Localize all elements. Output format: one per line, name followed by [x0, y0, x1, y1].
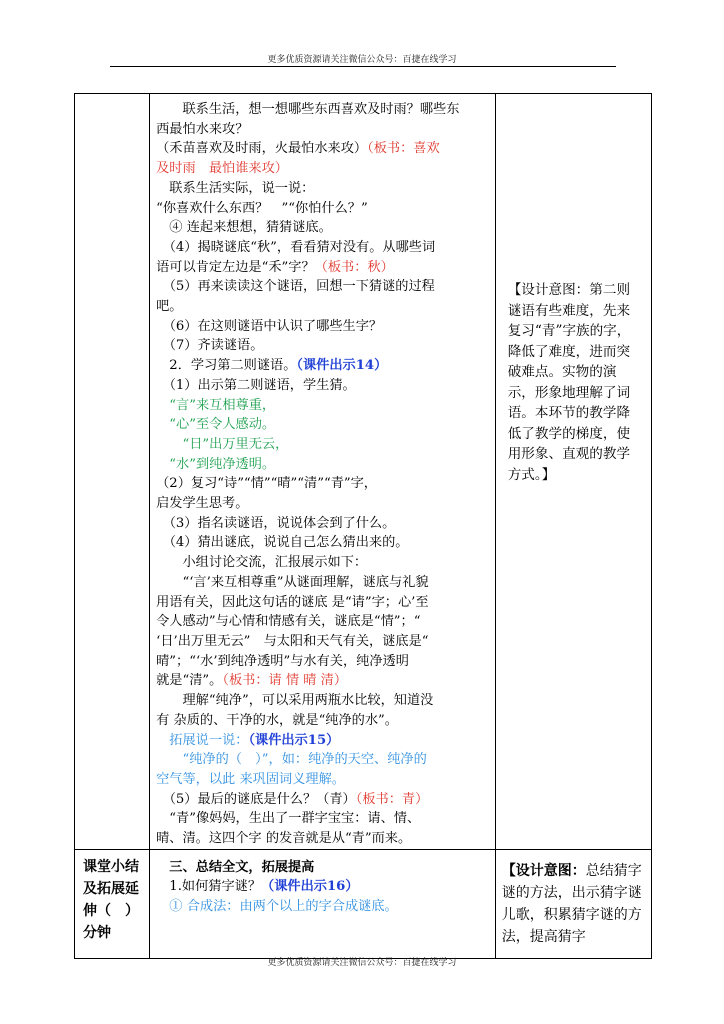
text-line [150, 750, 495, 770]
text-line [150, 258, 495, 278]
text-line [150, 897, 495, 917]
page-header: 更多优质资源请关注微信公众号：百捷在线学习 [267, 55, 457, 65]
text-segment: 小组讨论交流，汇报展示如下： [156, 555, 368, 571]
text-line [150, 553, 495, 573]
stage-label-cell [75, 849, 150, 958]
text-segment: “言”来互相尊重， [156, 397, 276, 413]
text-segment: 晴、清。这四个字 的发音就是从“青”而来。 [156, 831, 412, 847]
text-segment: “纯净的（ ）”，如：纯净的天空、纯净的 [156, 752, 427, 768]
text-line [150, 829, 495, 849]
text-line [150, 435, 495, 455]
text-segment: 语可以肯定左边是“禾”字？ [156, 259, 315, 275]
text-line [150, 691, 495, 711]
note-body: 总结猜字谜的方法，出示猜字谜儿歌，积累猜字谜的方法，提高猜字 [501, 862, 642, 945]
text-segment: ④ 连起来想想，猜猜谜底。 [156, 220, 332, 236]
text-line [150, 179, 495, 199]
page-footer: 更多优质资源请关注微信公众号：百捷在线学习 [267, 958, 457, 968]
text-segment: 理解“纯净”，可以采用两瓶水比较，知道没 [156, 693, 434, 709]
text-line [150, 218, 495, 238]
text-segment: “青”像妈妈，生出了一群字宝宝：请、情、 [156, 811, 421, 827]
text-line [150, 809, 495, 829]
text-segment: （6）在这则谜语中认识了哪些生字？ [156, 318, 383, 334]
text-segment: “你喜欢什么东西？ ”“你怕什么？” [156, 200, 368, 216]
text-segment: （3）指名读谜语，说说体会到了什么。 [156, 515, 396, 531]
summary-process-text [150, 858, 495, 917]
text-line [150, 858, 495, 878]
text-line [150, 100, 495, 120]
text-segment: 有 杂质的、干净的水，就是“纯净的水”。 [156, 712, 398, 728]
text-segment: （板书：青） [355, 791, 429, 807]
text-segment: 就是“清”。 [156, 673, 223, 689]
header-rule [110, 66, 616, 67]
text-segment: ‘日’出万里无云” 与太阳和天气有关，谜底是“ [156, 633, 429, 649]
text-line [150, 770, 495, 790]
design-note: 【设计意图：第二则谜语有些难度，先来复习“青”字族的字，降低了难度，进而突破难点。实物的演示，形象地理解了词语。本环节的教学降低了教学的梯度，使用形象、直观的教学方式。】 [507, 282, 631, 483]
text-line [150, 356, 495, 376]
text-line [150, 593, 495, 613]
text-line [150, 396, 495, 416]
text-segment: （板书：请 情 晴 清） [222, 673, 348, 689]
lesson-table [74, 93, 652, 959]
text-line [150, 455, 495, 475]
text-segment: 联系生活实际，说一说： [156, 180, 315, 196]
text-line [150, 652, 495, 672]
design-note-cell [495, 94, 651, 850]
summary-note-cell [495, 849, 651, 958]
text-segment: “‘言’来互相尊重”从谜面理解，谜底与礼貌 [156, 574, 429, 590]
text-line [150, 711, 495, 731]
teaching-process-text [150, 100, 495, 849]
text-segment: （1）出示第二则谜语，学生猜。 [156, 377, 356, 393]
text-segment: （5）最后的谜底是什么？（青） [156, 791, 356, 807]
text-line [150, 120, 495, 140]
text-segment: （5）再来读读这个谜语，回想一下猜谜的过程 [156, 279, 435, 295]
text-line [150, 277, 495, 297]
text-line [150, 514, 495, 534]
summary-process-cell [150, 849, 496, 958]
text-line [150, 731, 495, 751]
text-segment: 联系生活，想一想哪些东西喜欢及时雨？哪些东 [156, 102, 460, 117]
stage-label: 课堂小结及拓展延伸（ ）分钟 [83, 858, 139, 941]
text-line [150, 877, 495, 897]
text-segment: （板书：喜欢 [367, 141, 440, 157]
text-segment: 拓展说一说： [156, 732, 249, 748]
text-segment: “水”到纯净透明。 [156, 456, 276, 472]
text-segment: 启发学生思考。 [156, 496, 249, 512]
text-segment: （课件出示15） [248, 732, 340, 748]
text-segment: 吧。 [156, 299, 183, 315]
text-line [150, 159, 495, 179]
text-line [150, 671, 495, 691]
text-line [150, 474, 495, 494]
summary-design-note [496, 860, 651, 948]
text-line [150, 573, 495, 593]
text-line [150, 199, 495, 219]
table-row [75, 849, 652, 958]
text-segment: 用语有关，因此这句话的谜底 是“请”字；心’至 [156, 594, 429, 610]
text-line [150, 415, 495, 435]
text-segment: （禾苗喜欢及时雨，火最怕水来攻） [156, 141, 368, 157]
table-row [75, 94, 652, 850]
text-line [150, 139, 495, 159]
text-line [150, 238, 495, 258]
text-segment: （4）猜出谜底，说说自己怎么猜出来的。 [156, 535, 409, 551]
text-segment: （7）齐读谜语。 [156, 338, 264, 354]
text-segment: （2）复习“诗”“情”“晴”“清”“青”字， [156, 476, 377, 492]
text-segment: （4）揭晓谜底“秋”，看看猜对没有。从哪些词 [156, 239, 436, 255]
text-segment: 西最怕水来攻？ [156, 121, 249, 137]
text-segment: 三、总结全文，拓展提高 [156, 859, 315, 875]
text-segment: 2．学习第二则谜语。 [156, 358, 297, 374]
note-heading: 【设计意图： [501, 862, 586, 879]
text-segment: （课件出示16） [261, 879, 359, 895]
text-segment: “日”出万里无云， [156, 436, 289, 452]
text-segment: ① 合成法：由两个以上的字合成谜底。 [156, 899, 398, 915]
text-line [150, 376, 495, 396]
text-line [150, 336, 495, 356]
text-segment: 令人感动”与心情和情感有关，谜底是“情”；“ [156, 614, 421, 630]
text-segment: “心”至令人感动。 [156, 417, 276, 433]
text-segment: 及时雨 最怕谁来攻） [156, 161, 288, 177]
text-line [150, 612, 495, 632]
text-segment: 1.如何猜字谜？ [156, 879, 262, 895]
stage-label-cell [75, 94, 150, 850]
teaching-process-cell [150, 94, 496, 850]
text-segment: （课件出示14） [296, 358, 388, 374]
text-line [150, 632, 495, 652]
text-line [150, 317, 495, 337]
text-line [150, 297, 495, 317]
text-line [150, 533, 495, 553]
text-segment: （板书：秋） [314, 259, 394, 275]
text-segment: 空气等，以此 来巩固词义理解。 [156, 771, 345, 787]
text-line [150, 494, 495, 514]
text-line [150, 790, 495, 810]
text-segment: 晴”；“‘水’到纯净透明”与水有关，纯净透明 [156, 653, 409, 669]
